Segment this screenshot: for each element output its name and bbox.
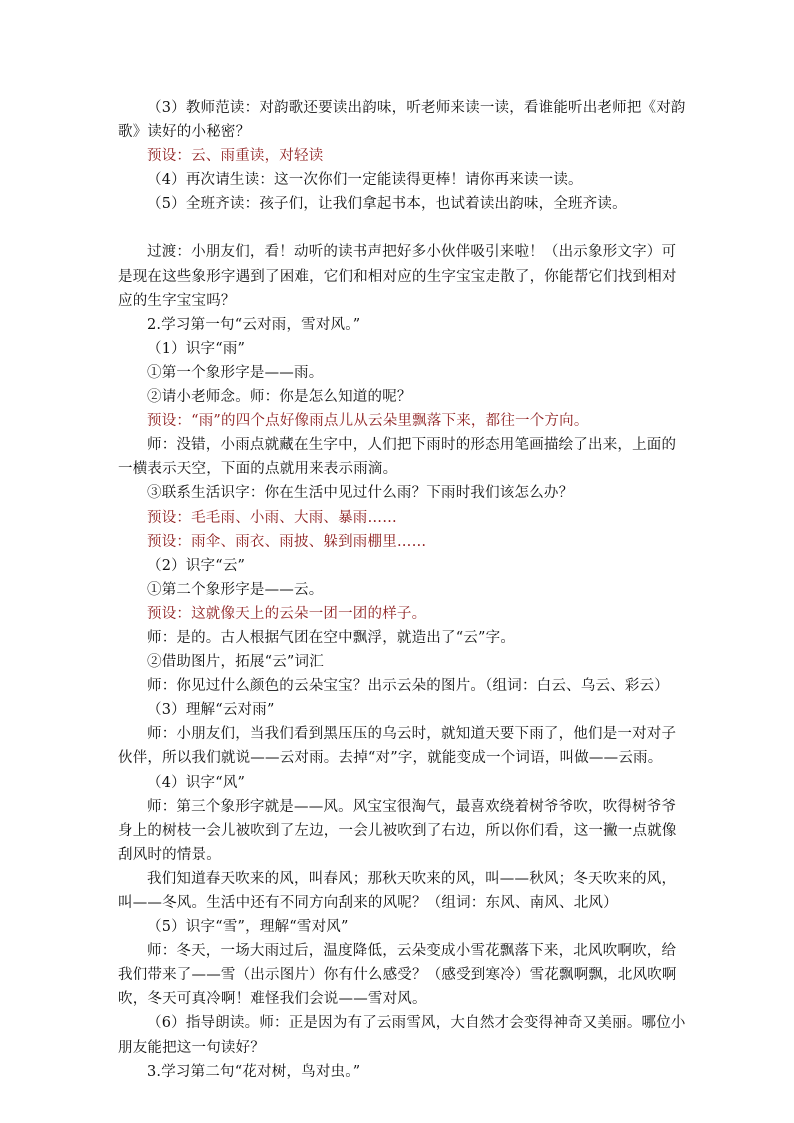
paragraph-line: ①第二个象形字是——云。 (147, 581, 324, 598)
paragraph-line: ①第一个象形字是——雨。 (147, 364, 324, 381)
paragraph-line: 师：你见过什么颜色的云朵宝宝？出示云朵的图片。（组词：白云、乌云、彩云） (147, 678, 669, 695)
paragraph-line: （1）识字“雨” (147, 340, 246, 357)
paragraph-line: （5）识字“雪”，理解“雪对风” (147, 919, 349, 936)
paragraph-line: 师：冬天，一场大雨过后，温度降低，云朵变成小雪花飘落下来，北风吹啊吹，给我们带来了——雪（出示图片）你有什么感受？（感受到寒冷）雪花飘啊飘，北风吹啊吹，冬天可真冷啊！难怪我们会说——雪对风。 (118, 943, 677, 1008)
paragraph-line: 师：是的。古人根据气团在空中飘浮，就造出了“云”字。 (147, 629, 516, 646)
preset-answer-line: 预设：云、雨重读，对轻读 (147, 148, 324, 165)
paragraph-line: （4）再次请生读：这一次你们一定能读得更棒！请你再来读一读。 (147, 172, 583, 189)
paragraph-line: （3）理解“云对雨” (147, 702, 275, 719)
paragraph-line: 师：第三个象形字就是——风。风宝宝很淘气，最喜欢绕着树爷爷吹，吹得树爷爷身上的树枝一会儿被吹到了左边，一会儿被吹到了右边，所以你们看，这一撇一点就像刮风时的情景。 (118, 798, 677, 863)
blank-line (118, 216, 688, 240)
paragraph-line: 我们知道春天吹来的风，叫春风；那秋天吹来的风，叫——秋风；冬天吹来的风，叫——冬风。生活中还有不同方向刮来的风呢？（组词：东风、南风、北风） (118, 870, 677, 911)
paragraph-line: ②借助图片，拓展“云”词汇 (147, 654, 324, 671)
paragraph-line: （6）指导朗读。师：正是因为有了云雨雪风，大自然才会变得神奇又美丽。哪位小朋友能把这一句读好？ (118, 1015, 686, 1056)
paragraph-line: ③联系生活识字：你在生活中见过什么雨？下雨时我们该怎么办？ (147, 485, 574, 502)
preset-answer-line: 预设：“雨”的四个点好像雨点儿从云朵里飘落下来，都往一个方向。 (147, 413, 589, 430)
paragraph-line: ②请小老师念。师：你是怎么知道的呢？ (147, 389, 412, 406)
preset-answer-line: 预设：毛毛雨、小雨、大雨、暴雨…… (147, 509, 397, 526)
paragraph-line: （4）识字“风” (147, 774, 246, 791)
paragraph-line: （3）教师范读：对韵歌还要读出韵味，听老师来读一读，看谁能听出老师把《对韵歌》读好的小秘密？ (118, 100, 686, 141)
lesson-plan-body (118, 96, 688, 1084)
paragraph-line: 3.学习第二句“花对树，鸟对虫。” (147, 1063, 361, 1080)
paragraph-line: （2）识字“云” (147, 557, 246, 574)
paragraph-line: 师：没错，小雨点就藏在生字中，人们把下雨时的形态用笔画描绘了出来，上面的一横表示天空，下面的点就用来表示雨滴。 (118, 437, 677, 478)
preset-answer-line: 预设：雨伞、雨衣、雨披、躲到雨棚里…… (147, 533, 427, 550)
preset-answer-line: 预设：这就像天上的云朵一团一团的样子。 (147, 605, 427, 622)
paragraph-line: 过渡：小朋友们，看！动听的读书声把好多小伙伴吸引来啦！（出示象形文字）可是现在这些象形字遇到了困难，它们和相对应的生字宝宝走散了，你能帮它们找到相对应的生字宝宝吗？ (118, 244, 677, 309)
paragraph-line: （5）全班齐读：孩子们，让我们拿起书本，也试着读出韵味，全班齐读。 (147, 196, 627, 213)
paragraph-line: 师：小朋友们，当我们看到黑压压的乌云时，就知道天要下雨了，他们是一对对子伙伴，所以我们就说——云对雨。去掉“对”字，就能变成一个词语，叫做——云雨。 (118, 726, 677, 767)
paragraph-line: 2.学习第一句“云对雨，雪对风。” (147, 316, 361, 333)
